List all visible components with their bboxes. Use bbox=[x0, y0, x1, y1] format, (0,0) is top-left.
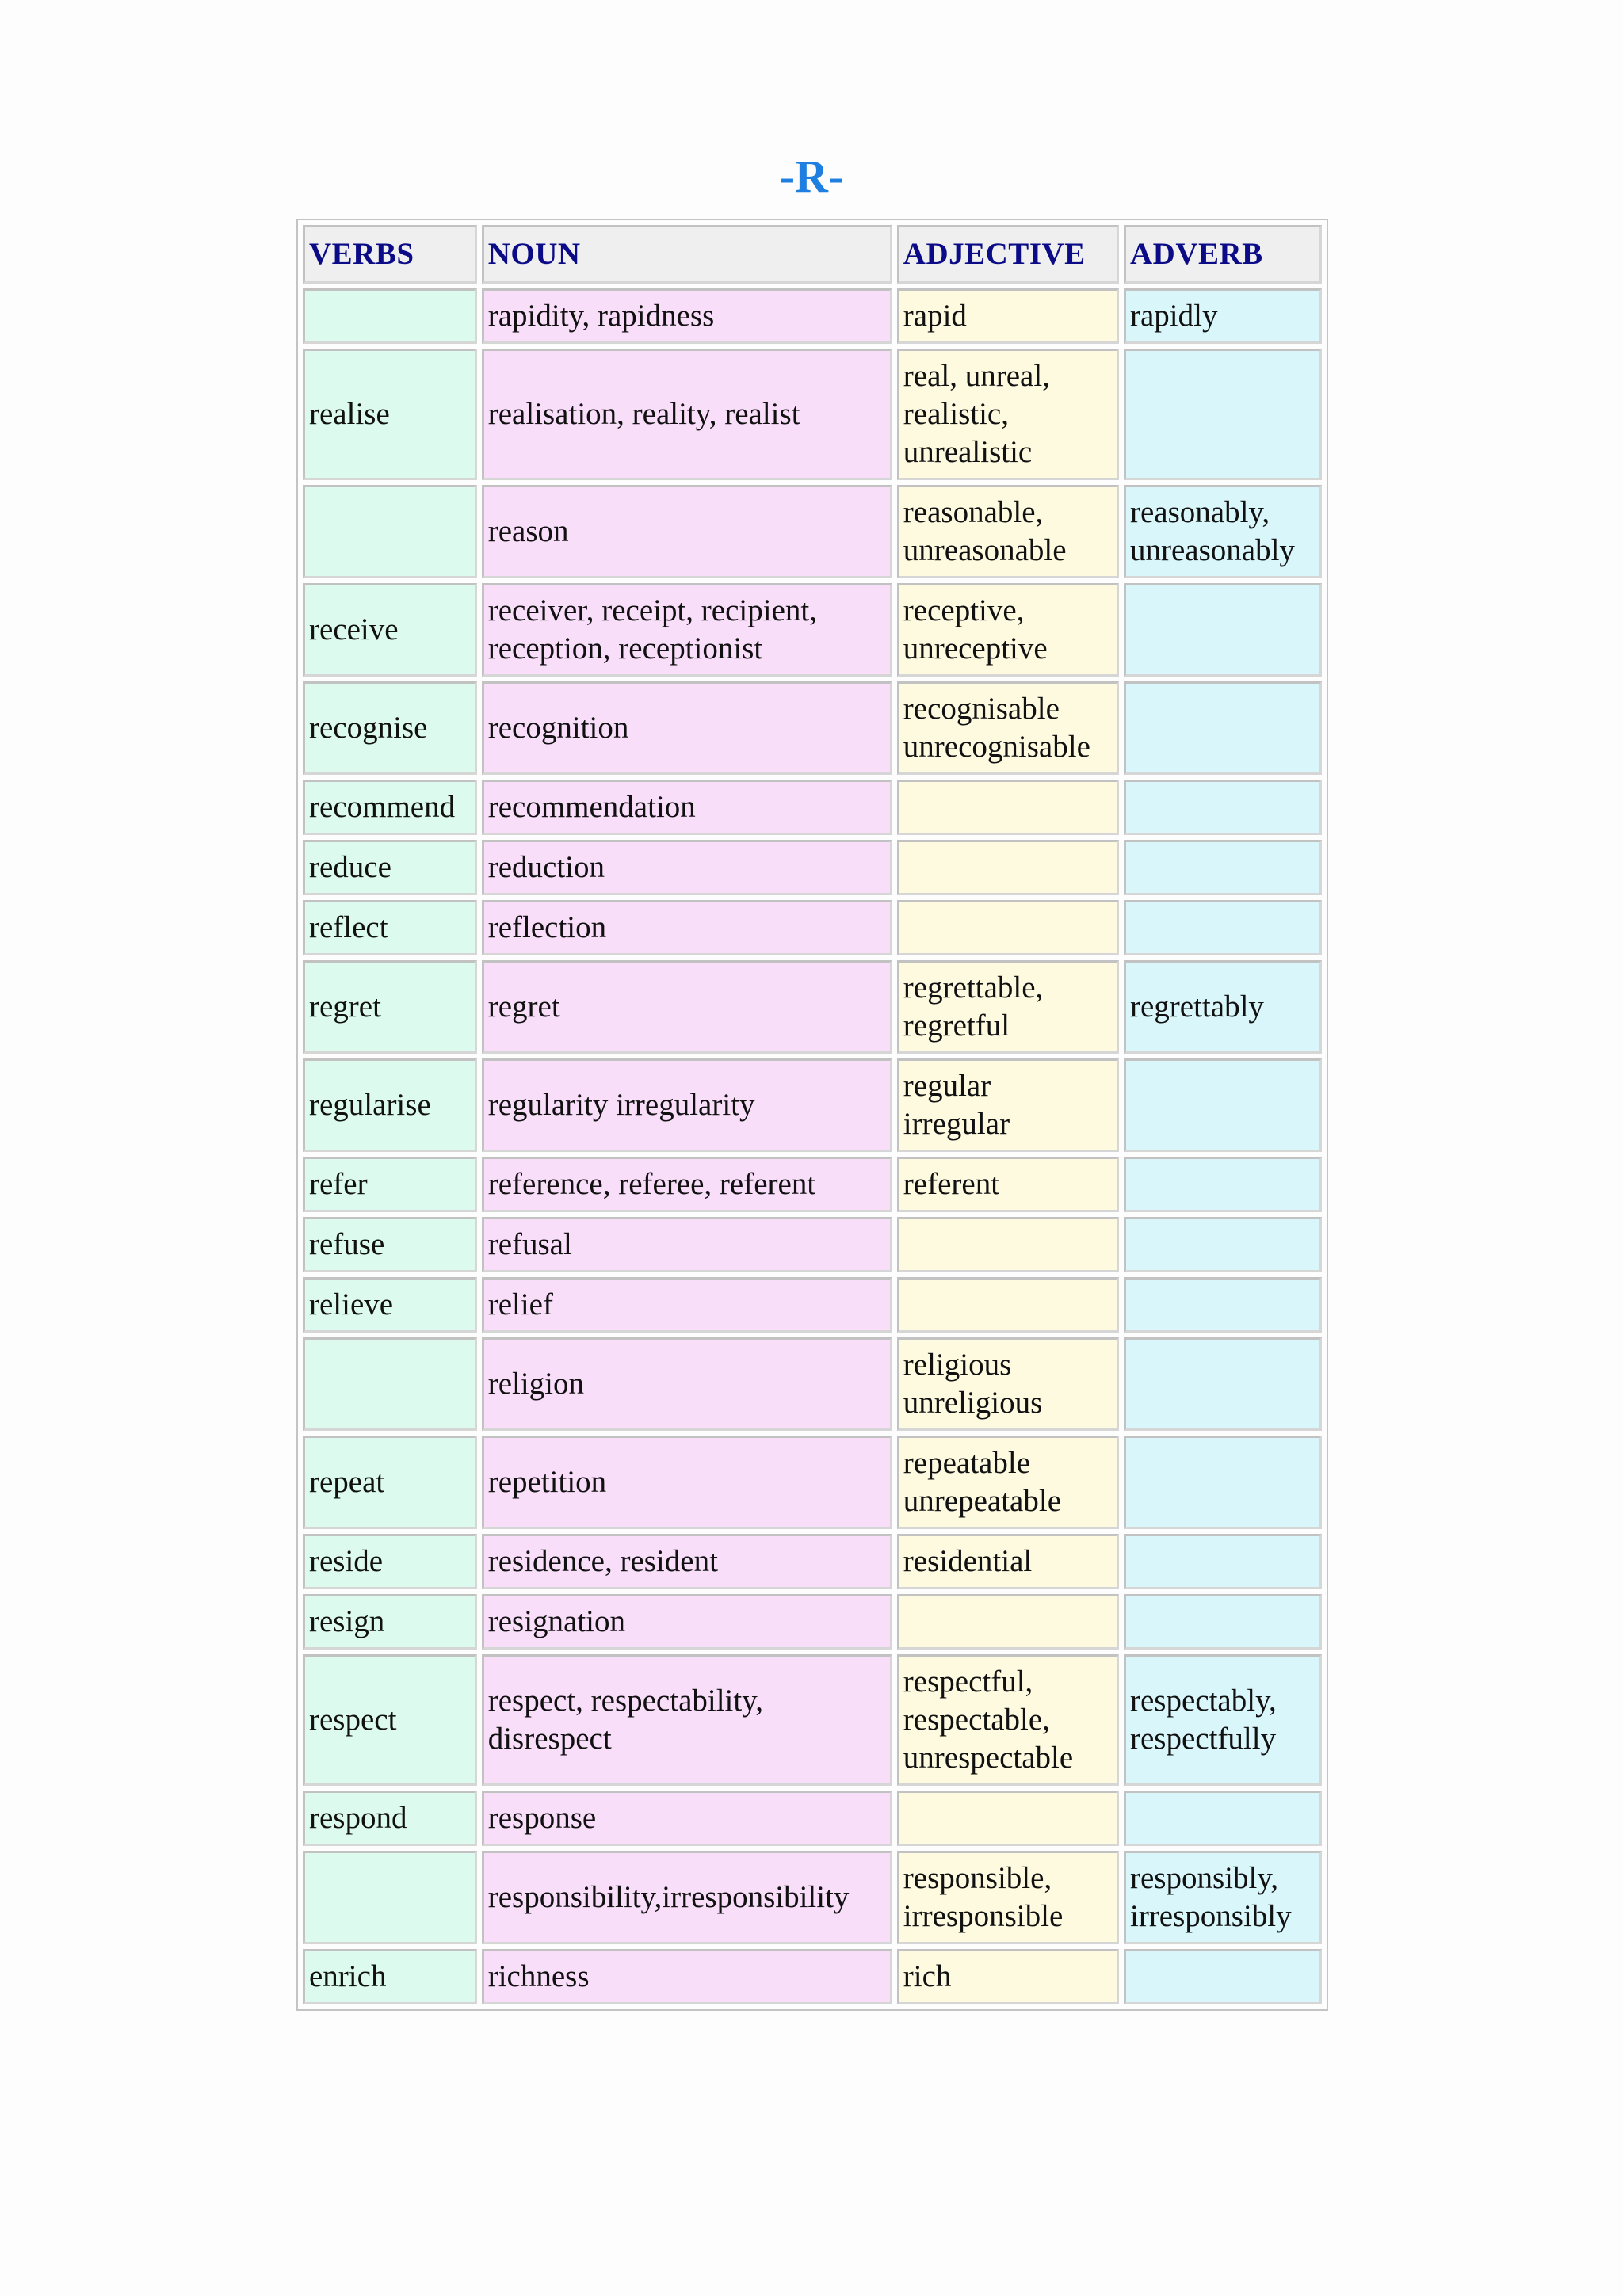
verb-cell: regret bbox=[303, 960, 477, 1054]
adverb-cell bbox=[1124, 1157, 1322, 1212]
table-row bbox=[303, 960, 1322, 1054]
adjective-cell: reasonable, unreasonable bbox=[897, 485, 1119, 578]
table-row bbox=[303, 583, 1322, 677]
adverb-cell bbox=[1124, 1337, 1322, 1431]
adverb-cell bbox=[1124, 1436, 1322, 1529]
table-row bbox=[303, 681, 1322, 775]
adverb-cell: rapidly bbox=[1124, 288, 1322, 344]
adverb-cell bbox=[1124, 1534, 1322, 1589]
header-row bbox=[303, 225, 1322, 284]
adverb-cell bbox=[1124, 1949, 1322, 2004]
table-row bbox=[303, 1277, 1322, 1333]
verb-cell: refuse bbox=[303, 1217, 477, 1272]
verb-cell: regularise bbox=[303, 1058, 477, 1152]
noun-cell: reason bbox=[482, 485, 892, 578]
noun-cell: realisation, reality, realist bbox=[482, 349, 892, 480]
verb-cell: receive bbox=[303, 583, 477, 677]
table-row bbox=[303, 780, 1322, 835]
verb-cell: resign bbox=[303, 1594, 477, 1650]
adjective-cell: regrettable, regretful bbox=[897, 960, 1119, 1054]
table-row bbox=[303, 1594, 1322, 1650]
adverb-cell bbox=[1124, 840, 1322, 895]
verb-cell bbox=[303, 1851, 477, 1944]
verb-cell: recommend bbox=[303, 780, 477, 835]
verb-cell: respond bbox=[303, 1791, 477, 1846]
adjective-cell bbox=[897, 1594, 1119, 1650]
header-adjective: ADJECTIVE bbox=[897, 225, 1119, 284]
adverb-cell: regrettably bbox=[1124, 960, 1322, 1054]
verb-cell bbox=[303, 485, 477, 578]
table-row bbox=[303, 349, 1322, 480]
verb-cell: reduce bbox=[303, 840, 477, 895]
adjective-cell: respectful, respectable, unrespectable bbox=[897, 1654, 1119, 1786]
header-adverb: ADVERB bbox=[1124, 225, 1322, 284]
adjective-cell: religious unreligious bbox=[897, 1337, 1119, 1431]
table-row bbox=[303, 1949, 1322, 2004]
noun-cell: refusal bbox=[482, 1217, 892, 1272]
adjective-cell: real, unreal, realistic, unrealistic bbox=[897, 349, 1119, 480]
noun-cell: religion bbox=[482, 1337, 892, 1431]
adverb-cell: respectably, respectfully bbox=[1124, 1654, 1322, 1786]
adjective-cell: recognisable unrecognisable bbox=[897, 681, 1119, 775]
adjective-cell bbox=[897, 900, 1119, 955]
adverb-cell bbox=[1124, 1277, 1322, 1333]
noun-cell: relief bbox=[482, 1277, 892, 1333]
adverb-cell bbox=[1124, 1217, 1322, 1272]
adjective-cell: residential bbox=[897, 1534, 1119, 1589]
header-verbs: VERBS bbox=[303, 225, 477, 284]
adverb-cell bbox=[1124, 583, 1322, 677]
noun-cell: recognition bbox=[482, 681, 892, 775]
adjective-cell: rapid bbox=[897, 288, 1119, 344]
noun-cell: response bbox=[482, 1791, 892, 1846]
adverb-cell bbox=[1124, 780, 1322, 835]
noun-cell: repetition bbox=[482, 1436, 892, 1529]
noun-cell: reference, referee, referent bbox=[482, 1157, 892, 1212]
verb-cell bbox=[303, 1337, 477, 1431]
verb-cell: respect bbox=[303, 1654, 477, 1786]
verb-cell bbox=[303, 288, 477, 344]
adjective-cell: receptive, unreceptive bbox=[897, 583, 1119, 677]
adjective-cell: responsible, irresponsible bbox=[897, 1851, 1119, 1944]
noun-cell: resignation bbox=[482, 1594, 892, 1650]
verb-cell: relieve bbox=[303, 1277, 477, 1333]
table-row bbox=[303, 900, 1322, 955]
noun-cell: richness bbox=[482, 1949, 892, 2004]
adverb-cell: responsibly, irresponsibly bbox=[1124, 1851, 1322, 1944]
header-noun: NOUN bbox=[482, 225, 892, 284]
noun-cell: rapidity, rapidness bbox=[482, 288, 892, 344]
table-row bbox=[303, 288, 1322, 344]
table-row bbox=[303, 1534, 1322, 1589]
word-forms-table bbox=[296, 219, 1328, 2011]
adjective-cell bbox=[897, 1791, 1119, 1846]
page-title: -R- bbox=[779, 151, 844, 202]
adverb-cell: reasonably, unreasonably bbox=[1124, 485, 1322, 578]
noun-cell: receiver, receipt, recipient, reception, receptionist bbox=[482, 583, 892, 677]
verb-cell: reflect bbox=[303, 900, 477, 955]
adjective-cell: rich bbox=[897, 1949, 1119, 2004]
table-row bbox=[303, 485, 1322, 578]
table-row bbox=[303, 1337, 1322, 1431]
adverb-cell bbox=[1124, 1791, 1322, 1846]
table-body bbox=[303, 288, 1322, 2004]
adverb-cell bbox=[1124, 900, 1322, 955]
noun-cell: recommendation bbox=[482, 780, 892, 835]
adverb-cell bbox=[1124, 1594, 1322, 1650]
adverb-cell bbox=[1124, 1058, 1322, 1152]
table-row bbox=[303, 1157, 1322, 1212]
table-row bbox=[303, 1217, 1322, 1272]
table-row bbox=[303, 1058, 1322, 1152]
noun-cell: reduction bbox=[482, 840, 892, 895]
noun-cell: respect, respectability, disrespect bbox=[482, 1654, 892, 1786]
noun-cell: residence, resident bbox=[482, 1534, 892, 1589]
table-row bbox=[303, 1436, 1322, 1529]
adjective-cell: repeatable unrepeatable bbox=[897, 1436, 1119, 1529]
verb-cell: refer bbox=[303, 1157, 477, 1212]
adjective-cell bbox=[897, 780, 1119, 835]
verb-cell: repeat bbox=[303, 1436, 477, 1529]
table-row bbox=[303, 1851, 1322, 1944]
table-row bbox=[303, 1791, 1322, 1846]
adverb-cell bbox=[1124, 681, 1322, 775]
table-row bbox=[303, 1654, 1322, 1786]
verb-cell: realise bbox=[303, 349, 477, 480]
adjective-cell bbox=[897, 1277, 1119, 1333]
verb-cell: enrich bbox=[303, 1949, 477, 2004]
noun-cell: regularity irregularity bbox=[482, 1058, 892, 1152]
adverb-cell bbox=[1124, 349, 1322, 480]
adjective-cell: referent bbox=[897, 1157, 1119, 1212]
adjective-cell bbox=[897, 840, 1119, 895]
adjective-cell bbox=[897, 1217, 1119, 1272]
table-row bbox=[303, 840, 1322, 895]
noun-cell: reflection bbox=[482, 900, 892, 955]
adjective-cell: regular irregular bbox=[897, 1058, 1119, 1152]
noun-cell: responsibility,irresponsibility bbox=[482, 1851, 892, 1944]
noun-cell: regret bbox=[482, 960, 892, 1054]
verb-cell: reside bbox=[303, 1534, 477, 1589]
verb-cell: recognise bbox=[303, 681, 477, 775]
